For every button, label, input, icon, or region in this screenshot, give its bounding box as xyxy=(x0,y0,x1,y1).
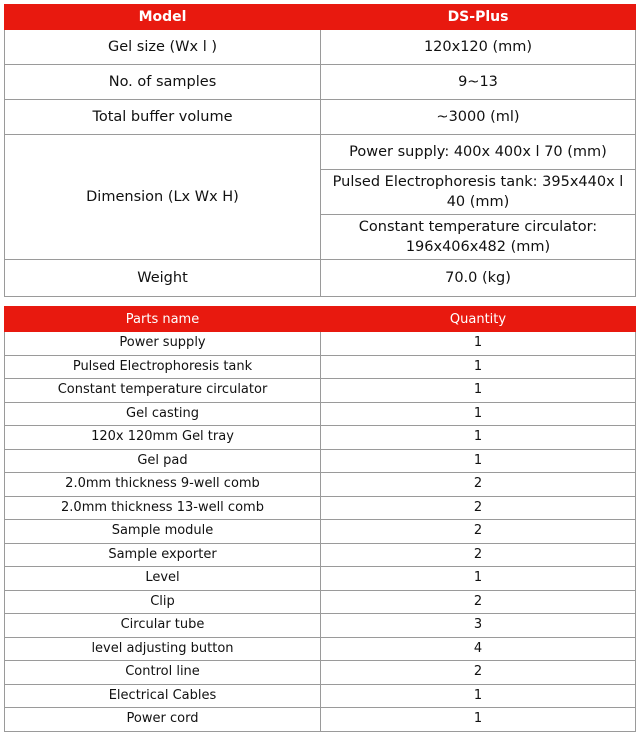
table-row xyxy=(5,708,636,732)
spec-label: Total buffer volume xyxy=(5,100,321,135)
part-quantity: 1 xyxy=(321,449,636,473)
table-row xyxy=(5,426,636,450)
spec-value: 120x120 (mm) xyxy=(321,30,636,65)
table-row xyxy=(5,567,636,591)
table-row xyxy=(5,402,636,426)
part-name: Gel casting xyxy=(5,402,321,426)
part-quantity: 2 xyxy=(321,661,636,685)
part-quantity: 1 xyxy=(321,426,636,450)
part-name: Power cord xyxy=(5,708,321,732)
part-name: level adjusting button xyxy=(5,637,321,661)
spec-row xyxy=(5,30,636,65)
part-name: Electrical Cables xyxy=(5,684,321,708)
spec-value: Constant temperature circulator: 196x406x482 (mm) xyxy=(321,215,636,260)
spec-label: Weight xyxy=(5,260,321,297)
part-name: Sample module xyxy=(5,520,321,544)
part-quantity: 2 xyxy=(321,473,636,497)
part-quantity: 1 xyxy=(321,379,636,403)
table-row xyxy=(5,661,636,685)
parts-header-row xyxy=(5,307,636,332)
spec-row xyxy=(5,65,636,100)
table-row xyxy=(5,355,636,379)
table-row xyxy=(5,449,636,473)
model-name-header: DS-Plus xyxy=(321,5,636,30)
table-row xyxy=(5,637,636,661)
part-quantity: 1 xyxy=(321,355,636,379)
table-row xyxy=(5,520,636,544)
spec-value: 9~13 xyxy=(321,65,636,100)
part-quantity: 3 xyxy=(321,614,636,638)
table-row xyxy=(5,379,636,403)
spec-label: Gel size (Wx l ) xyxy=(5,30,321,65)
part-name: Circular tube xyxy=(5,614,321,638)
part-name: Level xyxy=(5,567,321,591)
spec-row-dimension xyxy=(5,135,636,170)
spec-value: Power supply: 400x 400x l 70 (mm) xyxy=(321,135,636,170)
part-quantity: 2 xyxy=(321,496,636,520)
part-quantity: 1 xyxy=(321,567,636,591)
part-quantity: 2 xyxy=(321,590,636,614)
table-row xyxy=(5,473,636,497)
part-name: Control line xyxy=(5,661,321,685)
table-row xyxy=(5,543,636,567)
spec-label: No. of samples xyxy=(5,65,321,100)
part-quantity: 4 xyxy=(321,637,636,661)
spec-label: Dimension (Lx Wx H) xyxy=(5,135,321,260)
table-row xyxy=(5,332,636,356)
part-quantity: 2 xyxy=(321,543,636,567)
spec-value: Pulsed Electrophoresis tank: 395x440x l 40 (mm) xyxy=(321,170,636,215)
table-row xyxy=(5,496,636,520)
part-name: Sample exporter xyxy=(5,543,321,567)
quantity-header: Quantity xyxy=(321,307,636,332)
part-quantity: 1 xyxy=(321,402,636,426)
part-name: 120x 120mm Gel tray xyxy=(5,426,321,450)
part-quantity: 1 xyxy=(321,332,636,356)
table-row xyxy=(5,590,636,614)
part-quantity: 1 xyxy=(321,684,636,708)
spec-table xyxy=(4,4,636,297)
part-name: 2.0mm thickness 9-well comb xyxy=(5,473,321,497)
part-quantity: 1 xyxy=(321,708,636,732)
part-name: Power supply xyxy=(5,332,321,356)
parts-table xyxy=(4,306,636,732)
model-header: Model xyxy=(5,5,321,30)
parts-name-header: Parts name xyxy=(5,307,321,332)
part-name: Gel pad xyxy=(5,449,321,473)
table-row xyxy=(5,684,636,708)
part-name: 2.0mm thickness 13-well comb xyxy=(5,496,321,520)
spec-row xyxy=(5,100,636,135)
table-row xyxy=(5,614,636,638)
spec-value: ~3000 (ml) xyxy=(321,100,636,135)
part-quantity: 2 xyxy=(321,520,636,544)
part-name: Clip xyxy=(5,590,321,614)
spec-value: 70.0 (kg) xyxy=(321,260,636,297)
part-name: Constant temperature circulator xyxy=(5,379,321,403)
part-name: Pulsed Electrophoresis tank xyxy=(5,355,321,379)
spec-row xyxy=(5,260,636,297)
spec-header-row xyxy=(5,5,636,30)
